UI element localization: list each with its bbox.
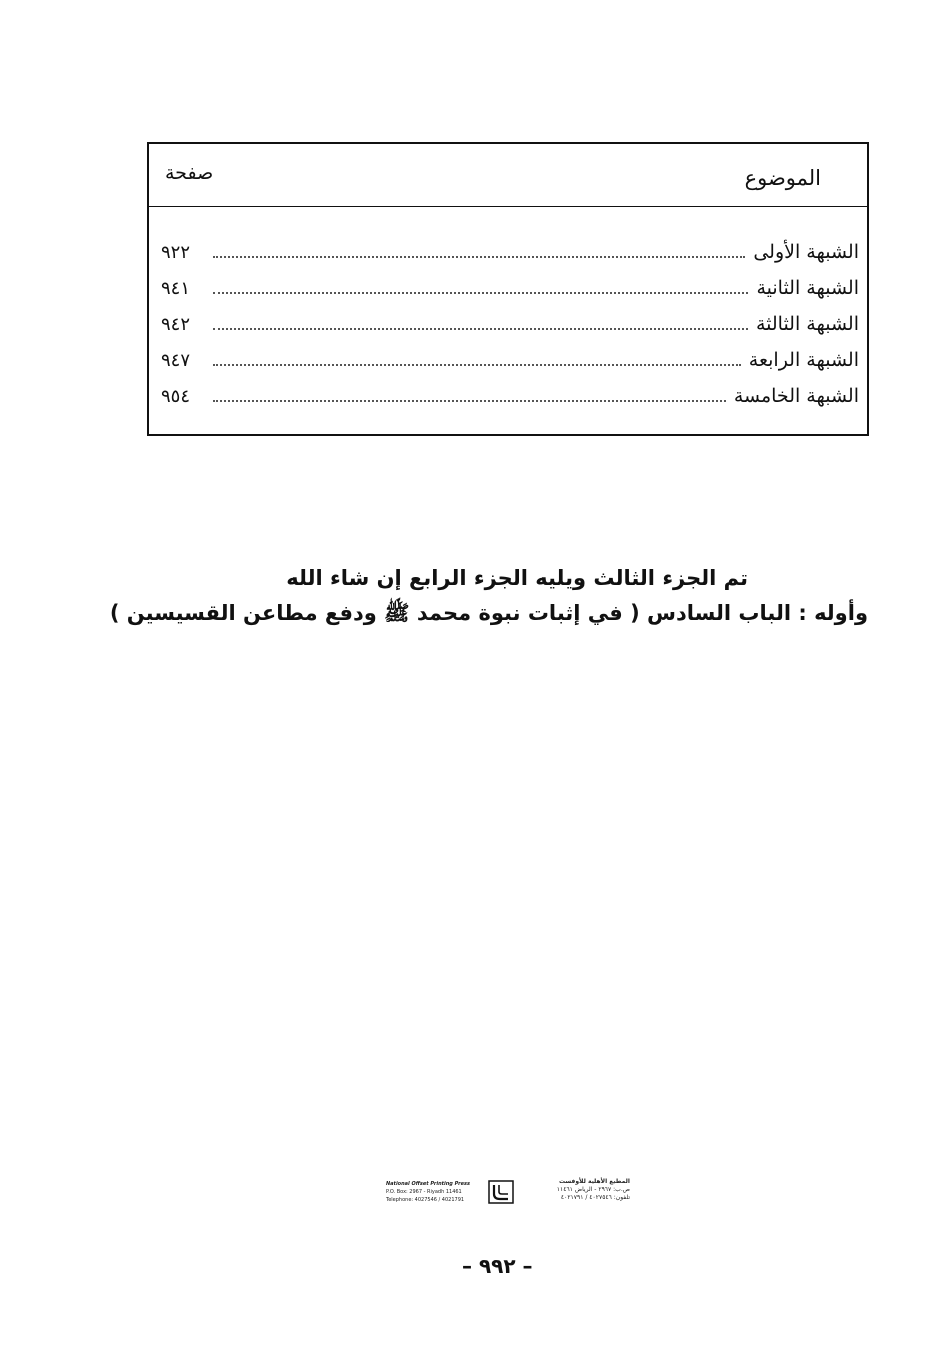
printer-imprint xyxy=(386,1178,630,1212)
toc-row xyxy=(149,342,867,378)
toc-row-page: ٩٤١ xyxy=(161,277,191,299)
toc-row-page: ٩٢٢ xyxy=(161,241,191,263)
printer-info-arabic xyxy=(518,1178,630,1202)
toc-row-page: ٩٤٢ xyxy=(161,313,191,335)
page-number: – ٩٩٢ – xyxy=(462,1254,533,1278)
toc-row xyxy=(149,270,867,306)
header-page-label: صفحة xyxy=(165,162,214,184)
toc-row-page: ٩٥٤ xyxy=(161,385,191,407)
dot-leader xyxy=(213,386,726,402)
printer-info-english xyxy=(386,1180,486,1204)
toc-row-title: الشبهة الخامسة xyxy=(733,385,859,407)
toc-row-title: الشبهة الثالثة xyxy=(755,313,859,335)
printer-name-en: National Offset Printing Press xyxy=(386,1181,470,1187)
toc-rows xyxy=(149,234,867,414)
printer-phone-en: Telephone: 4027546 / 4021791 xyxy=(386,1197,465,1203)
printer-address-ar: ص.ب: ٢٩٦٧ - الرياض ١١٤٦١ xyxy=(556,1186,630,1193)
header-topic-label: الموضوع xyxy=(744,166,821,190)
printer-address-en: P.O. Box: 2967 - Riyadh 11461 xyxy=(386,1189,462,1195)
toc-row-page: ٩٤٧ xyxy=(161,349,191,371)
toc-row xyxy=(149,306,867,342)
printer-phone-ar: تلفون: ٤٠٢٧٥٤٦ / ٤٠٢١٧٩١ xyxy=(560,1194,630,1201)
toc-row-title: الشبهة الأولى xyxy=(753,241,859,263)
toc-header xyxy=(149,144,867,207)
dot-leader xyxy=(213,278,748,294)
printer-logo-icon xyxy=(488,1180,514,1204)
dot-leader xyxy=(213,242,745,258)
dot-leader xyxy=(213,314,748,330)
closing-note-line-2: وأوله : الباب السادس ( في إثبات نبوة محمد ﷺ ودفع مطاعن القسيسين ) xyxy=(109,601,868,625)
closing-note-line-1: تم الجزء الثالث ويليه الجزء الرابع إن شاء الله xyxy=(286,566,748,590)
dot-leader xyxy=(213,350,741,366)
printer-name-ar: المطبع الأهلية للأوفست xyxy=(558,1178,630,1185)
toc-row xyxy=(149,378,867,414)
toc-row-title: الشبهة الثانية xyxy=(756,277,859,299)
table-of-contents xyxy=(147,142,869,436)
toc-row-title: الشبهة الرابعة xyxy=(748,349,859,371)
toc-row xyxy=(149,234,867,270)
